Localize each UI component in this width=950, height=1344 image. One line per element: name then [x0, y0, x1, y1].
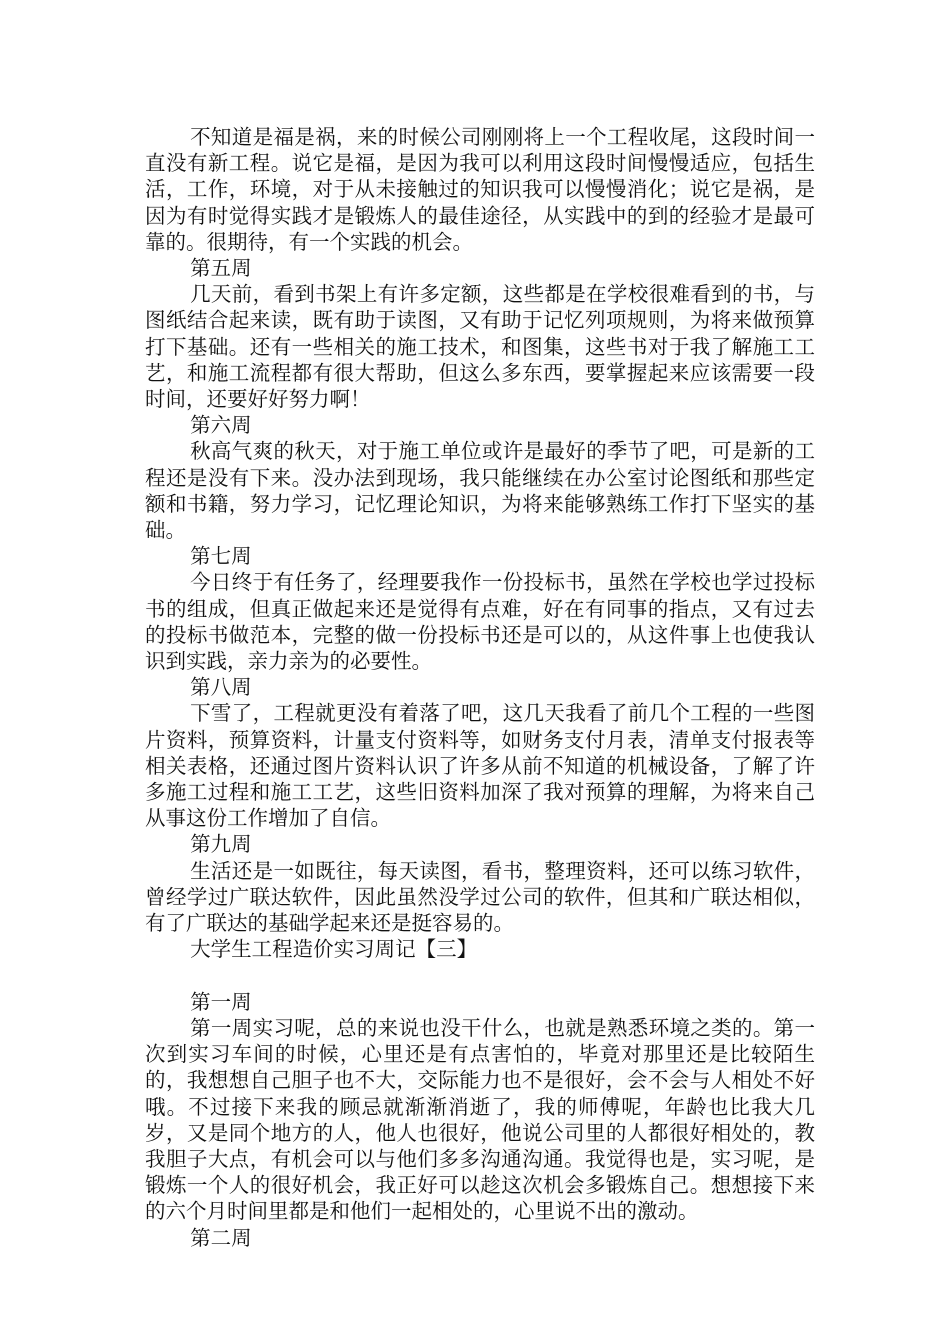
paragraph-week-1: 第一周实习呢，总的来说也没干什么，也就是熟悉环境之类的。第一次到实习车间的时候，心里还是有点害怕的，毕竟对那里还是比较陌生的，我想想自己胆子也不大，交际能力也不是很好，会不会与人相处不好哦。不过接下来我的顾忌就渐渐消逝了，我的师傅呢，年龄也比我大几岁，又是同个地方的人，他人也很好，他说公司里的人都很好相处的，教我胆子大点，有机会可以与他们多多沟通沟通。我觉得也是，实习呢，是锻炼一个人的很好机会，我正好可以趁这次机会多锻炼自己。想想接下来的六个月时间里都是和他们一起相处的，心里说不出的激动。 [145, 1015, 815, 1224]
heading-week-6: 第六周 [190, 413, 252, 438]
paragraph-week-9: 生活还是一如既往，每天读图，看书，整理资料，还可以练习软件，曾经学过广联达软件，因此虽然没学过公司的软件，但其和广联达相似，有了广联达的基础学起来还是挺容易的。 [145, 858, 815, 936]
heading-week-2: 第二周 [190, 1225, 252, 1250]
paragraph-week-7: 今日终于有任务了，经理要我作一份投标书，虽然在学校也学过投标书的组成，但真正做起来还是觉得有点难，好在有同事的指点，又有过去的投标书做范本，完整的做一份投标书还是可以的，从这件事上也使我认识到实践，亲力亲为的必要性。 [145, 570, 815, 674]
heading-week-1: 第一周 [190, 989, 252, 1014]
paragraph-week-8: 下雪了，工程就更没有着落了吧，这几天我看了前几个工程的一些图片资料，预算资料，计量支付资料等，如财务支付月表，清单支付报表等相关表格，还通过图片资料认识了许多从前不知道的机械设备，了解了许多施工过程和施工工艺，这些旧资料加深了我对预算的理解，为将来自己从事这份工作增加了自信。 [145, 701, 815, 831]
document-page [145, 124, 815, 1251]
heading-week-8: 第八周 [190, 675, 252, 700]
section-title-part-3: 大学生工程造价实习周记【三】 [190, 937, 478, 962]
heading-week-5: 第五周 [190, 256, 252, 281]
paragraph-week-5: 几天前，看到书架上有许多定额，这些都是在学校很难看到的书，与图纸结合起来读，既有助于读图，又有助于记忆列项规则，为将来做预算打下基础。还有一些相关的施工技术，和图集，这些书对于我了解施工工艺，和施工流程都有很大帮助，但这么多东西，要掌握起来应该需要一段时间，还要好好努力啊！ [145, 282, 815, 412]
blank-line [145, 963, 815, 989]
paragraph-intro: 不知道是福是祸，来的时候公司刚刚将上一个工程收尾，这段时间一直没有新工程。说它是福，是因为我可以利用这段时间慢慢适应，包括生活，工作，环境，对于从未接触过的知识我可以慢慢消化；说它是祸，是因为有时觉得实践才是锻炼人的最佳途径，从实践中的到的经验才是最可靠的。很期待，有一个实践的机会。 [145, 125, 815, 254]
heading-week-9: 第九周 [190, 832, 252, 857]
paragraph-week-6: 秋高气爽的秋天，对于施工单位或许是最好的季节了吧，可是新的工程还是没有下来。没办法到现场，我只能继续在办公室讨论图纸和那些定额和书籍，努力学习，记忆理论知识，为将来能够熟练工作打下坚实的基础。 [145, 439, 815, 543]
heading-week-7: 第七周 [190, 544, 252, 569]
